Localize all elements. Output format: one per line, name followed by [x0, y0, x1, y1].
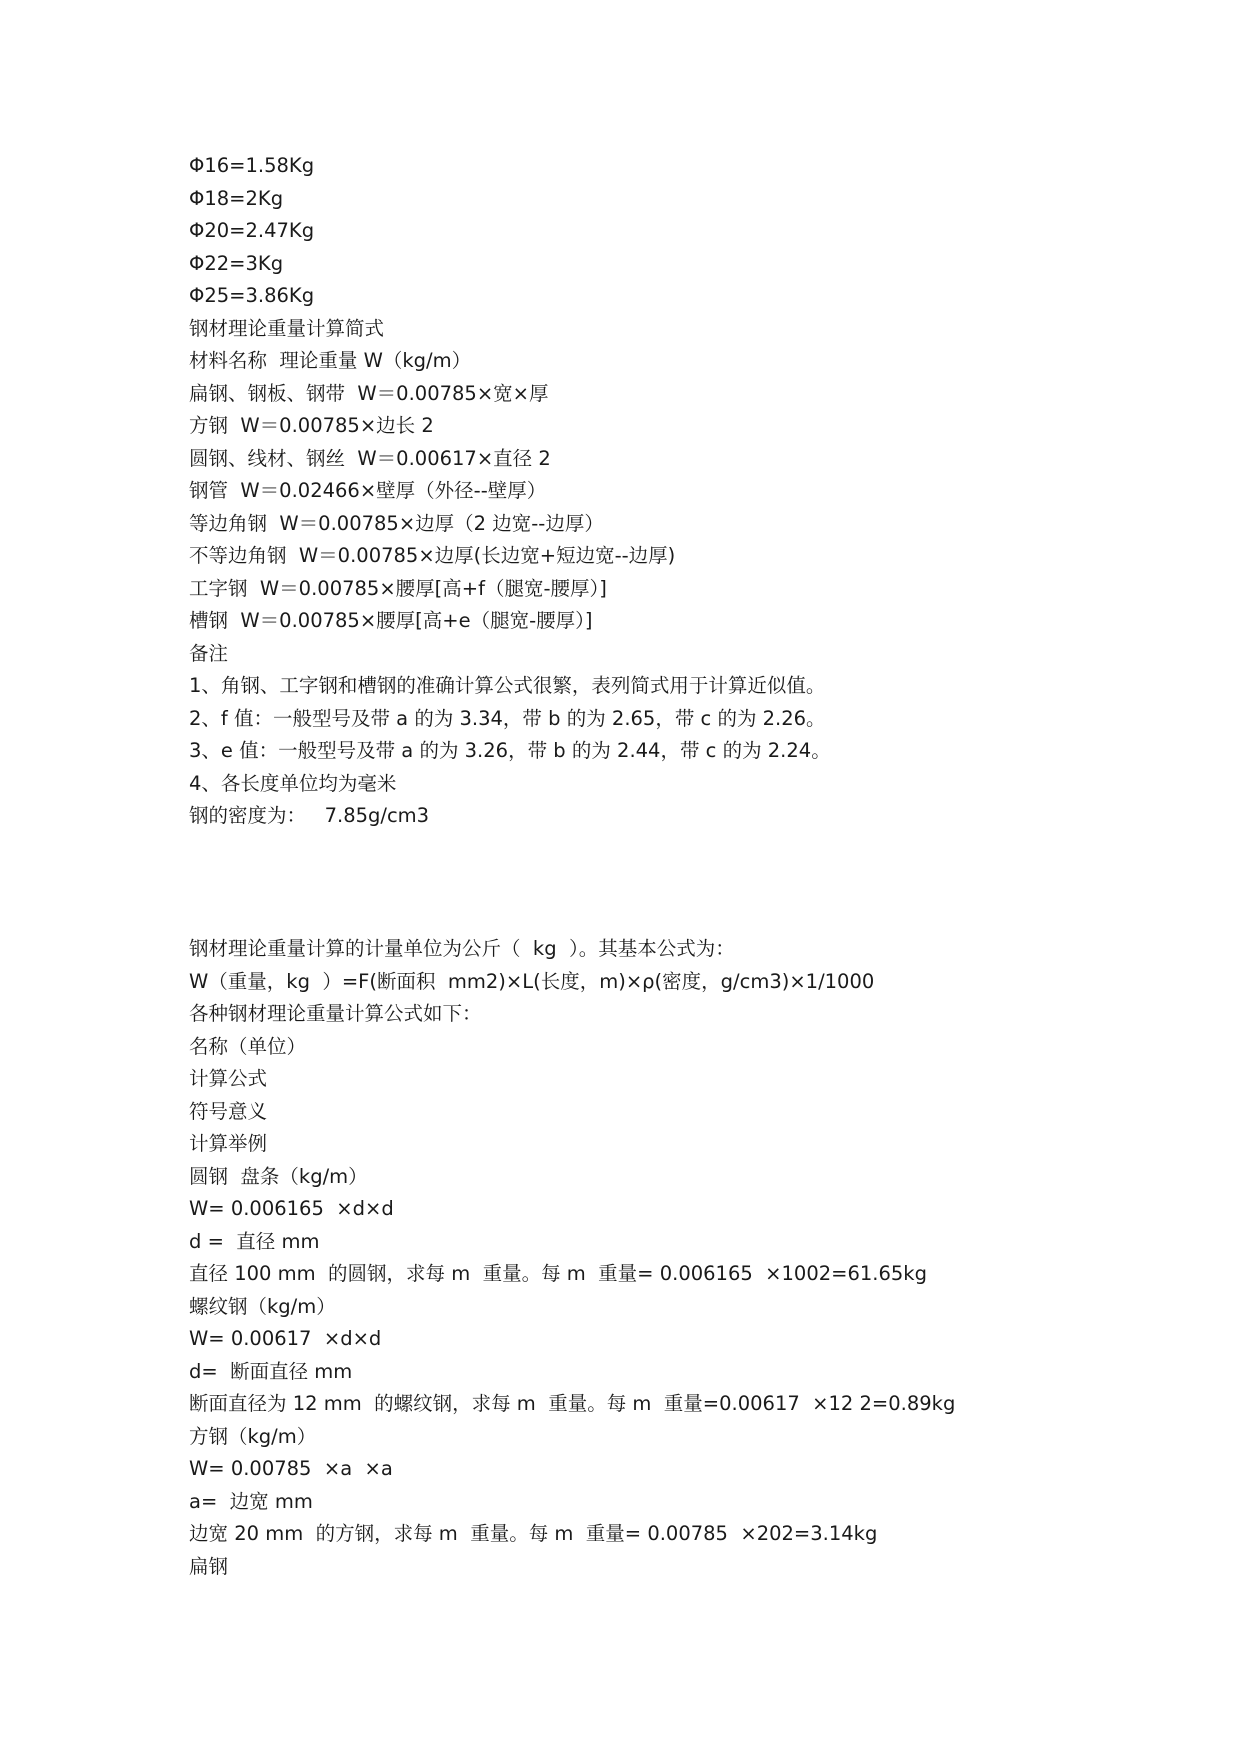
text-line: Φ18=2Kg [189, 186, 284, 210]
text-line: 边宽 20 mm 的方钢，求每 m 重量。每 m 重量= 0.00785 ×202=3.14kg [189, 1522, 878, 1545]
text-line: a= 边宽 mm [189, 1489, 313, 1513]
text-line: 螺纹钢（kg/m） [189, 1294, 336, 1318]
text-line: W= 0.00785 ×a ×a [189, 1457, 393, 1480]
text-line: 扁钢、钢板、钢带 W＝0.00785×宽×厚 [189, 381, 549, 405]
text-line: 计算举例 [189, 1132, 268, 1155]
text-line: W= 0.00617 ×d×d [189, 1327, 382, 1350]
text-line: Φ20=2.47Kg [189, 219, 315, 242]
text-line: 工字钢 W＝0.00785×腰厚[高+f（腿宽-腰厚）] [189, 576, 607, 600]
note-item: 3、e 值：一般型号及带 a 的为 3.26，带 b 的为 2.44，带 c 的为 2.24。 [189, 739, 831, 762]
text-line: 圆钢、线材、钢丝 W＝0.00617×直径 2 [189, 446, 551, 470]
text-line: 材料名称 理论重量 W（kg/m） [189, 349, 472, 372]
notes-heading: 备注 [189, 641, 229, 665]
text-line: 钢的密度为： 7.85g/cm3 [189, 804, 430, 827]
text-line: Φ25=3.86Kg [189, 284, 315, 307]
text-line: Φ16=1.58Kg [189, 154, 315, 177]
text-line: 各种钢材理论重量计算公式如下： [189, 1002, 482, 1025]
text-line: d = 直径 mm [189, 1229, 320, 1253]
text-line: 圆钢 盘条（kg/m） [189, 1164, 368, 1188]
text-line: 不等边角钢 W＝0.00785×边厚(长边宽+短边宽--边厚) [189, 544, 676, 567]
text-line: d= 断面直径 mm [189, 1359, 353, 1383]
text-line: 直径 100 mm 的圆钢，求每 m 重量。每 m 重量= 0.006165 ×1002=61.65kg [189, 1262, 927, 1285]
note-item: 4、各长度单位均为毫米 [189, 771, 397, 795]
text-line: W（重量，kg ）=F(断面积 mm2)×L(长度，m)×ρ(密度，g/cm3)×1/1000 [189, 969, 875, 993]
text-line: W= 0.006165 ×d×d [189, 1197, 394, 1220]
section-heading: 钢材理论重量计算简式 [189, 316, 385, 340]
text-line: 钢材理论重量计算的计量单位为公斤（ kg ）。其基本公式为： [189, 937, 735, 960]
text-block-bottom [189, 933, 1189, 1583]
text-block-top [189, 150, 1189, 833]
text-line: 扁钢 [189, 1554, 229, 1578]
text-line: 断面直径为 12 mm 的螺纹钢，求每 m 重量。每 m 重量=0.00617 ×12 2=0.89kg [189, 1392, 956, 1415]
text-line: 计算公式 [189, 1067, 268, 1090]
text-line: 符号意义 [189, 1099, 268, 1123]
text-line: 方钢（kg/m） [189, 1424, 317, 1448]
note-item: 2、f 值：一般型号及带 a 的为 3.34，带 b 的为 2.65，带 c 的为 2.26。 [189, 706, 826, 730]
text-line: 等边角钢 W＝0.00785×边厚（2 边宽--边厚） [189, 511, 604, 535]
note-item: 1、角钢、工字钢和槽钢的准确计算公式很繁，表列简式用于计算近似值。 [189, 674, 826, 697]
text-line: 名称（单位） [189, 1034, 307, 1058]
text-line: 钢管 W＝0.02466×壁厚（外径--壁厚） [189, 479, 547, 502]
text-line: 方钢 W＝0.00785×边长 2 [189, 414, 434, 437]
text-line: 槽钢 W＝0.00785×腰厚[高+e（腿宽-腰厚）] [189, 609, 593, 632]
text-line: Φ22=3Kg [189, 251, 284, 275]
